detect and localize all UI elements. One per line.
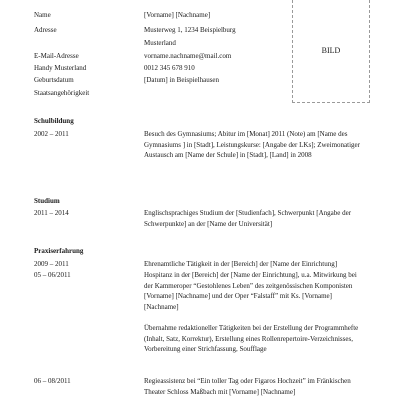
experience-date: 2009 – 2011 <box>34 260 69 268</box>
photo-placeholder <box>292 0 370 103</box>
name-value: [Vorname] [Nachname] <box>144 11 211 19</box>
nationality-label: Staatsangehörigkeit <box>34 89 90 97</box>
schooling-text: Besuch des Gymnasiums; Abitur im [Monat] 2011 (Note) am [Name des Gymnasiums ] in [Stadt], Leistungskurse: [Angabe der LKs]; Zweimonatiger Austausch am [Name der Schule] in [Stadt], [Land] in 2008 <box>144 130 360 159</box>
experience-text: Hospitanz in der [Bereich] der [Name der Einrichtung], u.a. Mitwirkung bei der Kammeroper “Gestohlenes Leben” des zeitgenössischen Komponisten [Vorname] [Nachname] und der Oper “Falstaff” mit Ks. [Vorname] [Nachname] <box>144 271 357 311</box>
section-schooling-heading: Schulbildung <box>34 117 74 125</box>
experience-text: Ehrenamtliche Tätigkeit in der [Bereich] der [Name der Einrichtung] <box>144 260 338 268</box>
experience-text: Übernahme redaktioneller Tätigkeiten bei der Erstellung der Programmhefte (Inhalt, Satz, Korrektur), Erstellung eines Rollenrepertoire-Verzeichnisses, Vorbereitung einer Strichfassung, Soufflage <box>144 324 359 353</box>
experience-date: 06 – 08/2011 <box>34 377 71 385</box>
name-label: Name <box>34 11 51 19</box>
email-label: E-Mail-Adresse <box>34 52 79 60</box>
address-line1: Musterweg 1, 1234 Beispielburg <box>144 26 236 34</box>
study-date: 2011 – 2014 <box>34 209 69 217</box>
phone-label: Handy Musterland <box>34 64 87 72</box>
address-label: Adresse <box>34 26 57 34</box>
section-study-heading: Studium <box>34 197 60 205</box>
experience-text: Regieassistenz bei “Ein toller Tag oder Figaros Hochzeit” im Fränkischen Theater Schloss Maßbach mit [Vorname] [Nachname] <box>144 377 351 396</box>
birth-label: Geburtsdatum <box>34 76 74 84</box>
photo-label: BILD <box>321 46 341 55</box>
address-line2: Musterland <box>144 39 176 47</box>
section-experience-heading: Praxiserfahrung <box>34 247 84 255</box>
email-value: vorname.nachname@mail.com <box>144 52 232 60</box>
birth-value: [Datum] in Beispielhausen <box>144 76 220 84</box>
phone-value: 0012 345 678 910 <box>144 64 195 72</box>
study-text: Englischsprachiges Studium der [Studienfach], Schwerpunkt [Angabe der Schwerpunkte] an der [Name der Universität] <box>144 209 352 228</box>
experience-date: 05 – 06/2011 <box>34 271 71 279</box>
schooling-date: 2002 – 2011 <box>34 130 69 138</box>
